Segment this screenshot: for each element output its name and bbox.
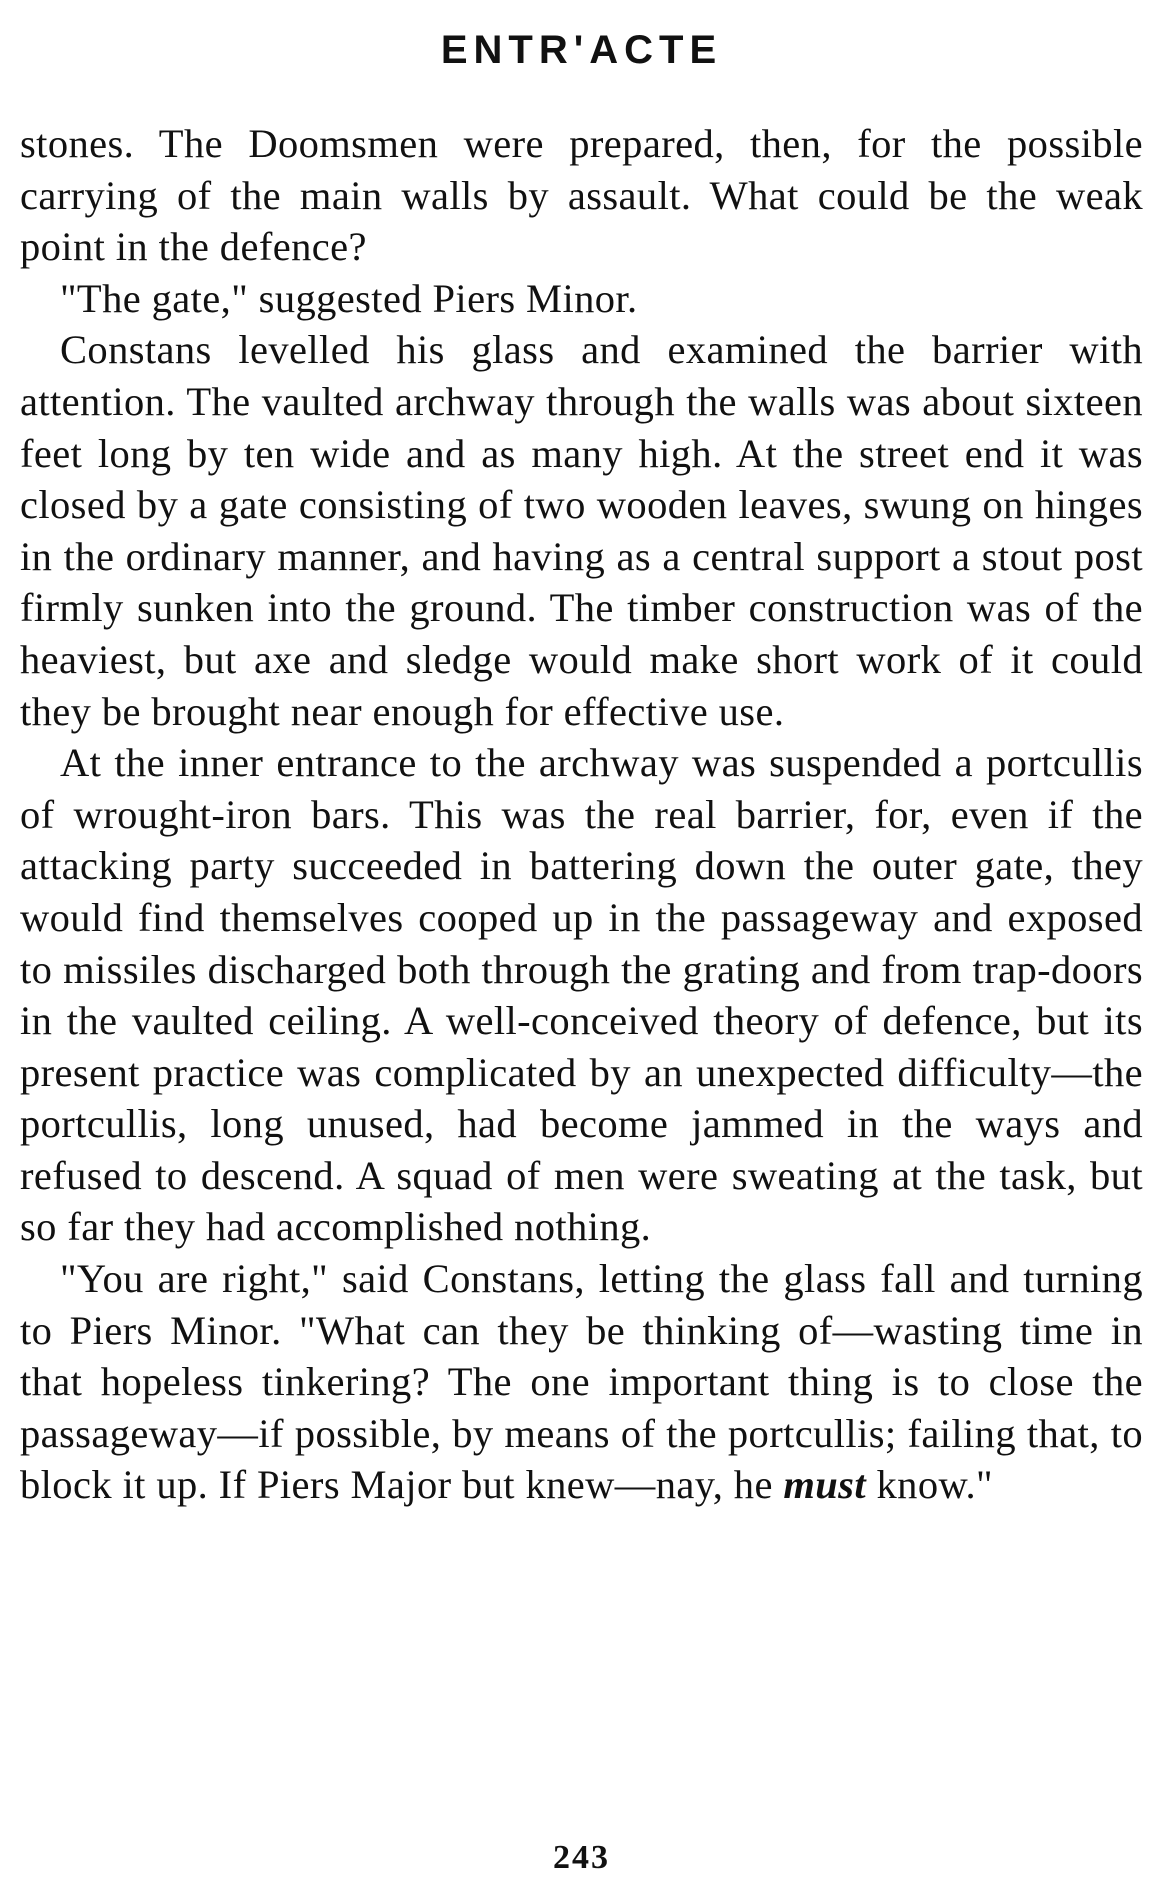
paragraph-constans-speech (20, 1253, 1143, 1511)
speech-text-after: know." (866, 1462, 993, 1508)
emphasized-word: must (783, 1462, 866, 1508)
book-page (20, 0, 1143, 1891)
paragraph-portcullis: At the inner entrance to the archway was suspended a portcullis of wrought-iron bars. This was the real barrier, for, even if the attacking party succeeded in battering down the outer gate, they would find themselves cooped up in the passageway and exposed to missiles discharged both through the grating and from trap-doors in the vaulted ceiling. A well-conceived theory of defence, but its present practice was complicated by an unexpected difficulty—the portcullis, long unused, had become jammed in the ways and refused to descend. A squad of men were sweating at the task, but so far they had accomplished nothing. (20, 740, 1143, 1250)
paragraph-gate-description: Constans levelled his glass and examined the barrier with attention. The vaulted archway through the walls was about sixteen feet long by ten wide and as many high. At the street end it was closed by a gate consisting of two wooden leaves, swung on hinges in the ordinary manner, and having as a central support a stout post firmly sunken into the ground. The timber construction was of the heaviest, but axe and sledge would make short work of it could they be brought near enough for effective use. (20, 327, 1143, 734)
body-text (20, 118, 1143, 1511)
paragraph-dialogue-gate: "The gate," suggested Piers Minor. (60, 275, 638, 321)
running-head: ENTR'ACTE (440, 28, 723, 72)
speech-text-before: "You are right," said Constans, letting the glass fall and turning to Piers Minor. "What can they be thinking of—wasting time in that hopeless tinkering? The one important thing is to close the passageway—if possible, by means of the portcullis; failing that, to block it up. If Piers Major but knew—nay, he (20, 1256, 1143, 1508)
page-number: 243 (553, 1839, 610, 1876)
paragraph-continued: stones. The Doomsmen were prepared, then, for the possible carrying of the main walls by assault. What could be the weak point in the defence? (20, 121, 1143, 270)
